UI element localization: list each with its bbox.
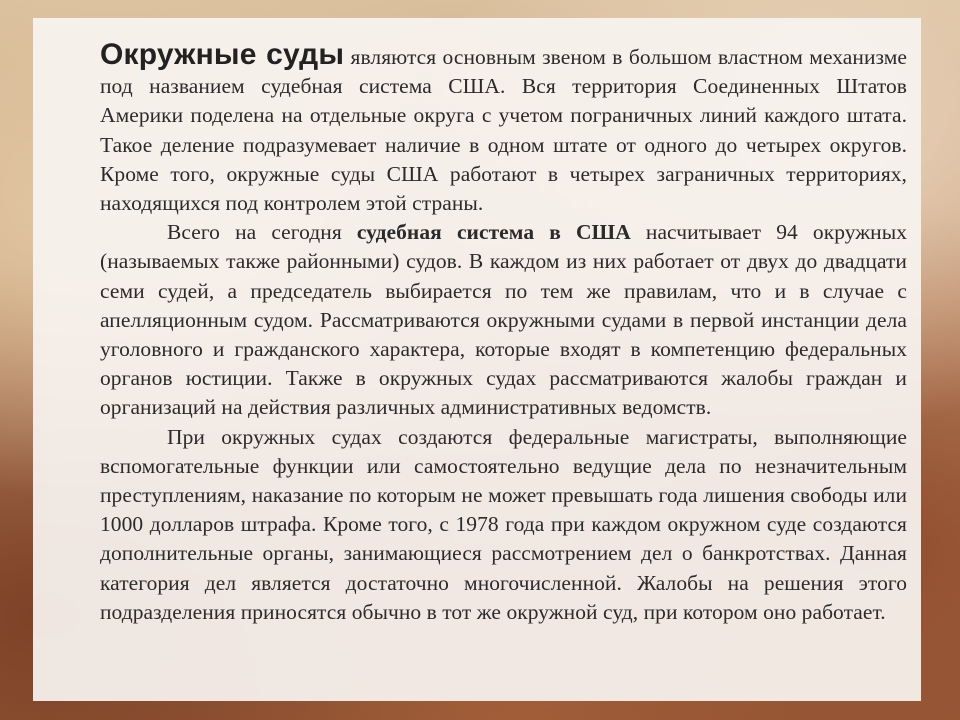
paragraph-2-text-after: насчитывает 94 окружных (называемых также районными) судов. В каждом из них работает от двух до двадцати семи судей, а председатель выбирается по тем же правилам, что и в случае с апелляционным судом. Рассматриваются окружными судами в первой инстанции дела уголовного и гражданского характера, которые входят в компетенцию федеральных органов юстиции. Также в окружных судах рассматриваются жалобы граждан и организаций на действия различных административных ведомств. [100,220,907,420]
paragraph-1-lead-heading: Окружные суды [100,38,345,71]
paragraph-3-text: При окружных судах создаются федеральные магистраты, выполняющие вспомогательные функции или самостоятельно ведущие дела по незначительным преступлениям, наказание по которым не может превышать года лишения свободы или 1000 долларов штрафа. Кроме того, с 1978 года при каждом окружном суде создаются дополнительные органы, занимающиеся рассмотрением дел о банкротствах. Данная категория дел является достаточно многочисленной. Жалобы на решения этого подразделения приносятся обычно в тот же окружной суд, при котором оно работает. [100,424,907,624]
paragraph-1-text: являются основным звеном в большом властном механизме под названием судебная система США. Вся территория Соединенных Штатов Америки поделена на отдельные округа с учетом пограничных линий каждого штата. Такое деление подразумевает наличие в одном штате от одного до четырех округов. Кроме того, окружные суды США работают в четырех заграничных территориях, находящихся под контролем этой страны. [100,45,907,216]
paragraph-3 [100,423,907,627]
paragraph-2 [100,218,907,422]
slide-text-panel [33,18,921,701]
paragraph-2-text-before: Всего на сегодня [167,220,357,245]
paragraph-2-bold-term: судебная система в США [356,220,631,245]
paragraph-1 [100,40,907,218]
slide-body-text [100,40,907,627]
